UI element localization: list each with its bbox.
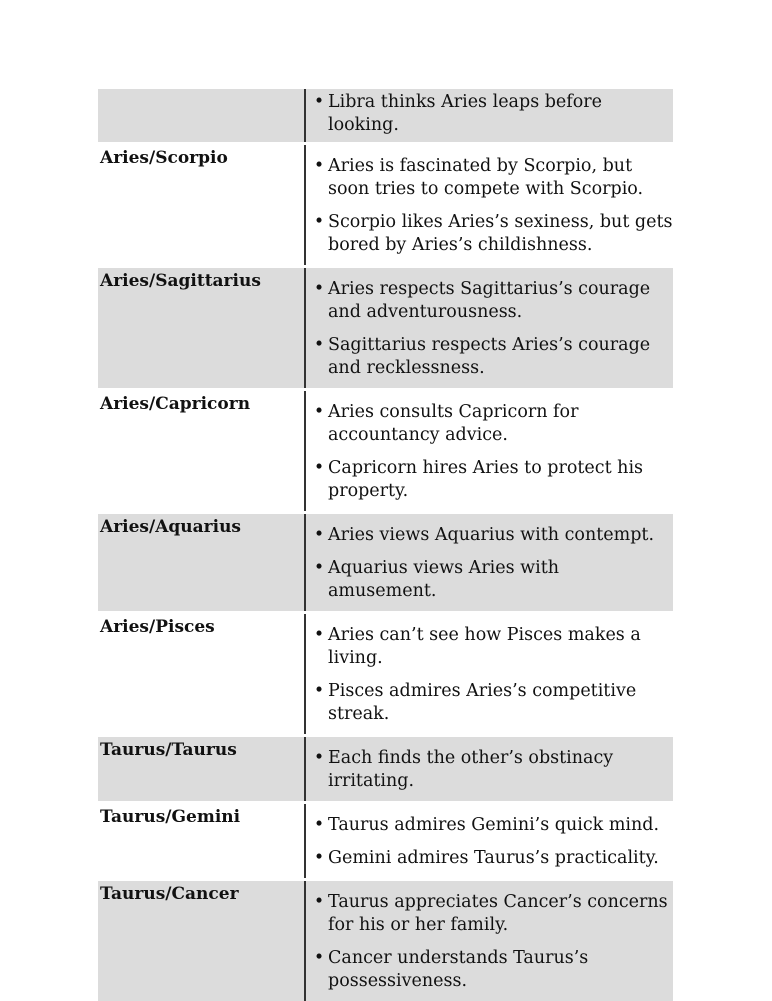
list-item xyxy=(310,624,673,670)
note-text: Aries views Aquarius with contempt. xyxy=(328,525,655,545)
note-text: Capricorn hires Aries to protect his property. xyxy=(328,458,644,501)
bullet-icon: • xyxy=(313,681,325,701)
bullet-icon: • xyxy=(313,402,325,422)
notes-cell xyxy=(306,881,673,1001)
note-text: Taurus appreciates Cancer’s concerns for his or her family. xyxy=(328,892,668,935)
sign-pair-label: Taurus/Taurus xyxy=(100,740,237,760)
bullet-icon: • xyxy=(313,92,325,112)
table-row xyxy=(98,734,673,801)
table-row xyxy=(98,89,673,142)
sign-pair-label: Taurus/Cancer xyxy=(100,884,239,904)
notes-cell xyxy=(306,514,673,611)
table-row xyxy=(98,611,673,734)
notes-cell xyxy=(306,268,673,388)
bullet-icon: • xyxy=(313,458,325,478)
note-text: Aries is fascinated by Scorpio, but soon tries to compete with Scorpio. xyxy=(328,156,644,199)
note-text: Aries respects Sagittarius’s courage and adventurousness. xyxy=(328,279,651,322)
bullet-icon: • xyxy=(313,892,325,912)
note-text: Each finds the other’s obstinacy irritating. xyxy=(328,748,614,791)
bullet-icon: • xyxy=(313,525,325,545)
table-row xyxy=(98,142,673,265)
sign-pair-label: Aries/Sagittarius xyxy=(100,271,261,291)
bullet-icon: • xyxy=(313,625,325,645)
table-row xyxy=(98,265,673,388)
bullet-icon: • xyxy=(313,335,325,355)
table-row xyxy=(98,878,673,1001)
sign-pair-label xyxy=(98,89,304,142)
note-text: Aries consults Capricorn for accountancy advice. xyxy=(328,402,579,445)
notes-cell xyxy=(306,804,673,878)
list-item xyxy=(310,680,673,726)
note-text: Gemini admires Taurus’s practicality. xyxy=(328,848,659,868)
note-text: Aquarius views Aries with amusement. xyxy=(328,558,560,601)
list-item xyxy=(310,847,673,870)
bullet-icon: • xyxy=(313,748,325,768)
list-item xyxy=(310,947,673,993)
bullet-icon: • xyxy=(313,815,325,835)
notes-cell xyxy=(306,737,673,801)
notes-cell xyxy=(306,145,673,265)
sign-pair-label: Aries/Capricorn xyxy=(100,394,251,414)
table-row xyxy=(98,388,673,511)
note-text: Aries can’t see how Pisces makes a living. xyxy=(328,625,641,668)
list-item xyxy=(310,278,673,324)
sign-pair-label: Aries/Pisces xyxy=(100,617,215,637)
sign-pair-label: Aries/Scorpio xyxy=(100,148,228,168)
table-row xyxy=(98,511,673,611)
sign-pair-label: Aries/Aquarius xyxy=(100,517,241,537)
list-item xyxy=(310,211,673,257)
note-text: Cancer understands Taurus’s possessiveness. xyxy=(328,948,589,991)
bullet-icon: • xyxy=(313,558,325,578)
list-item xyxy=(310,747,673,793)
note-text: Taurus admires Gemini’s quick mind. xyxy=(328,815,660,835)
table-row xyxy=(98,801,673,878)
note-text: Scorpio likes Aries’s sexiness, but gets bored by Aries’s childishness. xyxy=(328,212,673,255)
note-text: Pisces admires Aries’s competitive streak. xyxy=(328,681,637,724)
notes-cell xyxy=(306,614,673,734)
bullet-icon: • xyxy=(313,156,325,176)
sign-pair-label: Taurus/Gemini xyxy=(100,807,241,827)
bullet-icon: • xyxy=(313,212,325,232)
bullet-icon: • xyxy=(313,279,325,299)
compatibility-table xyxy=(98,89,673,1001)
list-item xyxy=(310,401,673,447)
list-item xyxy=(310,457,673,503)
list-item xyxy=(310,155,673,201)
list-item xyxy=(310,891,673,937)
note-text: Sagittarius respects Aries’s courage and recklessness. xyxy=(328,335,651,378)
list-item xyxy=(310,334,673,380)
bullet-icon: • xyxy=(313,848,325,868)
list-item xyxy=(310,524,673,547)
note-text: Libra thinks Aries leaps before looking. xyxy=(328,92,603,135)
list-item xyxy=(310,91,673,137)
bullet-icon: • xyxy=(313,948,325,968)
notes-cell xyxy=(306,89,673,142)
list-item xyxy=(310,814,673,837)
list-item xyxy=(310,557,673,603)
notes-cell xyxy=(306,391,673,511)
